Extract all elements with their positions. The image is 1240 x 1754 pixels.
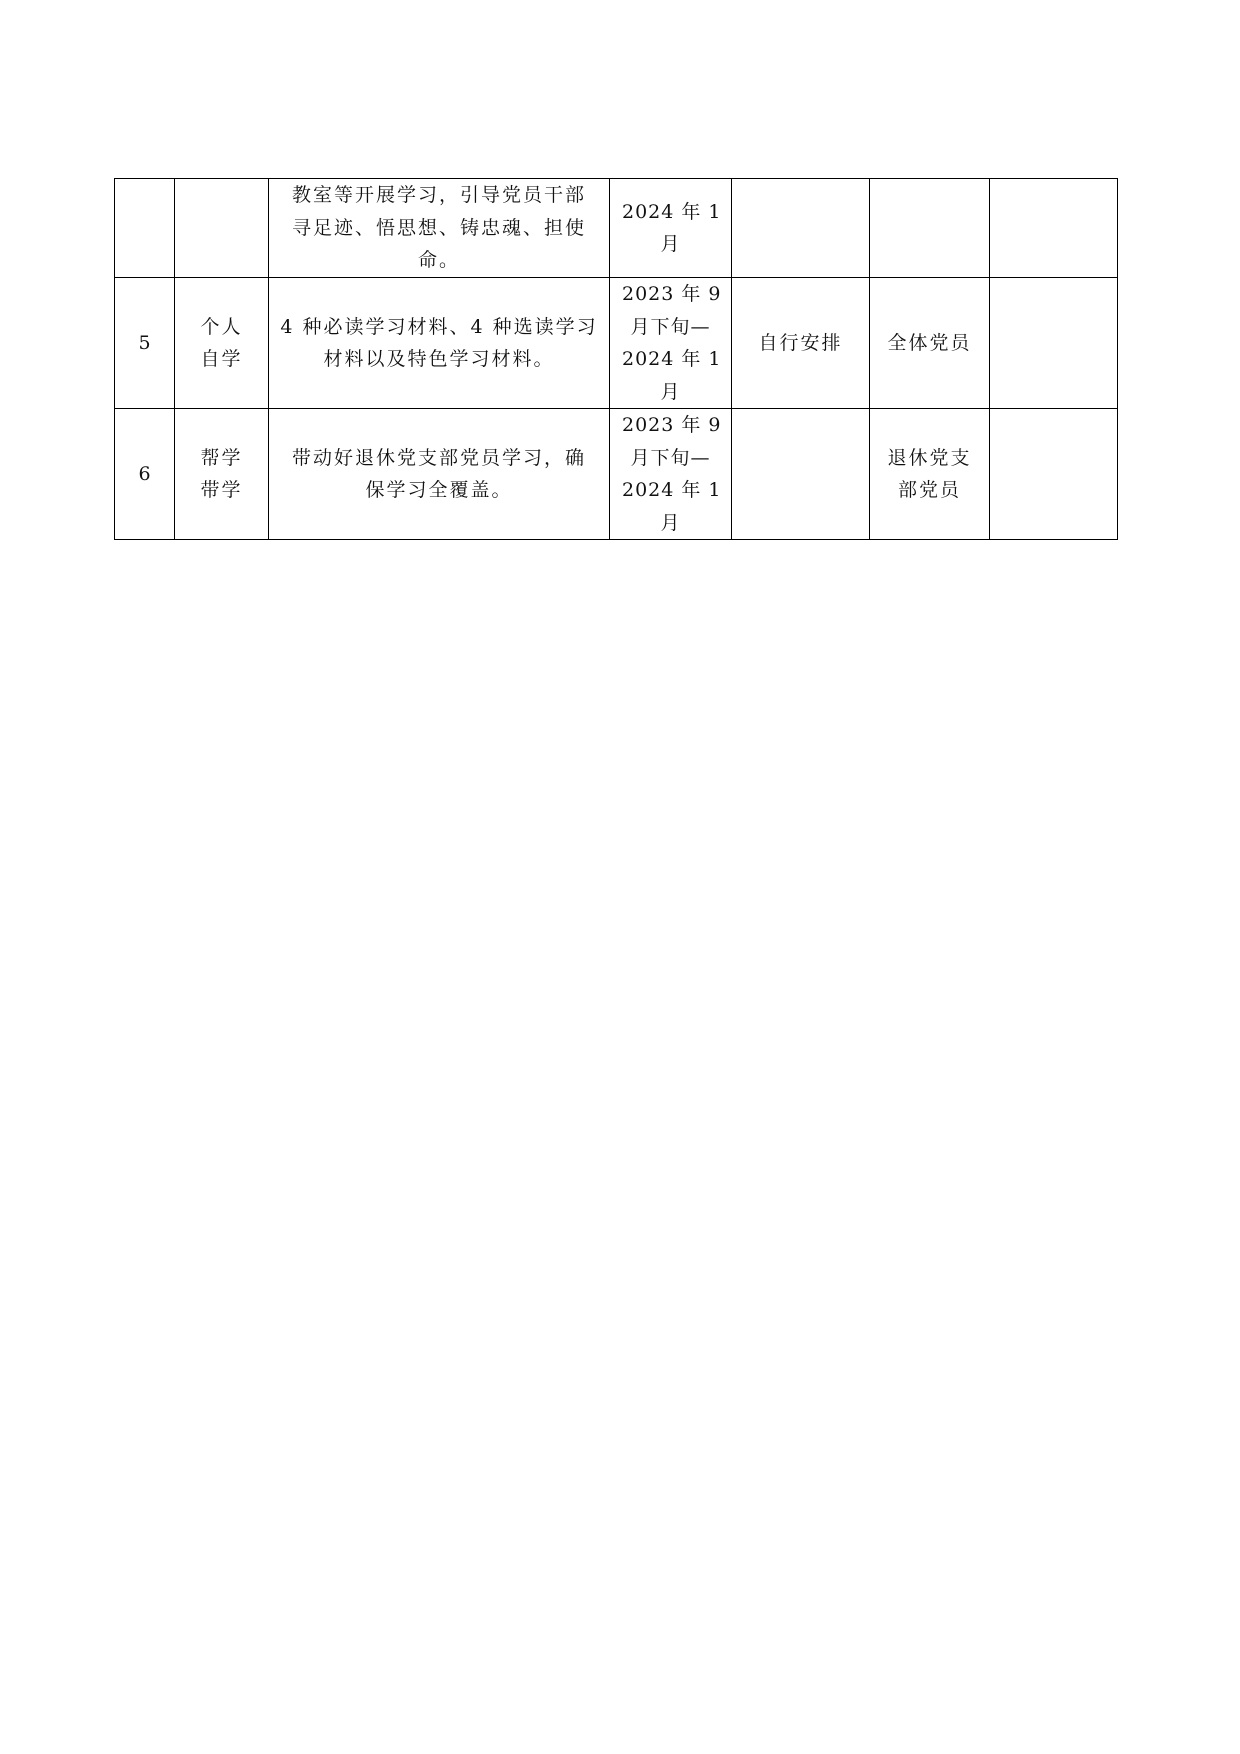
cell-organizer: 自行安排 — [732, 278, 870, 409]
time-line: 月 — [660, 380, 681, 403]
time-line: 月 — [660, 233, 681, 255]
cell-organizer — [732, 409, 870, 540]
method-line: 帮学 — [200, 446, 243, 469]
cell-content — [269, 179, 610, 278]
study-plan-table — [114, 178, 1118, 540]
table-row — [115, 179, 1118, 278]
cell-participants — [870, 278, 990, 409]
cell-method — [175, 278, 269, 409]
content-line: 带动好退休党支部党员学习，确 — [291, 446, 586, 469]
cell-no: 6 — [115, 409, 175, 540]
method-line: 带学 — [200, 479, 243, 501]
cell-no: 5 — [115, 278, 175, 409]
cell-method — [175, 409, 269, 540]
cell-remark — [990, 179, 1118, 278]
time-line: 月下旬— — [630, 315, 711, 338]
method-line: 自学 — [200, 348, 243, 370]
content-line: 寻足迹、悟思想、铸忠魂、担使 — [291, 216, 586, 239]
table-row — [115, 409, 1118, 540]
method-line: 个人 — [200, 315, 243, 338]
time-line: 2024 年 1 — [622, 348, 722, 370]
content-line: 命。 — [417, 249, 460, 272]
cell-time — [610, 179, 732, 278]
cell-time — [610, 278, 732, 409]
time-line: 2023 年 9 — [622, 414, 722, 436]
cell-time — [610, 409, 732, 540]
time-line: 月下旬— — [630, 446, 711, 469]
cell-method — [175, 179, 269, 278]
participants-line: 部党员 — [897, 479, 961, 501]
time-line: 2023 年 9 — [622, 283, 722, 305]
content-line: 保学习全覆盖。 — [365, 479, 513, 501]
participants-line: 全体党员 — [887, 331, 972, 354]
cell-remark — [990, 409, 1118, 540]
cell-participants — [870, 179, 990, 278]
cell-no — [115, 179, 175, 278]
cell-content — [269, 409, 610, 540]
content-line: 4 种必读学习材料、4 种选读学习 — [280, 315, 598, 338]
cell-participants — [870, 409, 990, 540]
cell-remark — [990, 278, 1118, 409]
participants-line: 退休党支 — [887, 446, 972, 469]
cell-content — [269, 278, 610, 409]
content-line: 材料以及特色学习材料。 — [323, 348, 555, 370]
content-line: 教室等开展学习，引导党员干部 — [291, 184, 586, 207]
table-row — [115, 278, 1118, 409]
cell-organizer — [732, 179, 870, 278]
time-line: 月 — [660, 511, 681, 534]
time-line: 2024 年 1 — [622, 200, 722, 223]
time-line: 2024 年 1 — [622, 479, 722, 501]
